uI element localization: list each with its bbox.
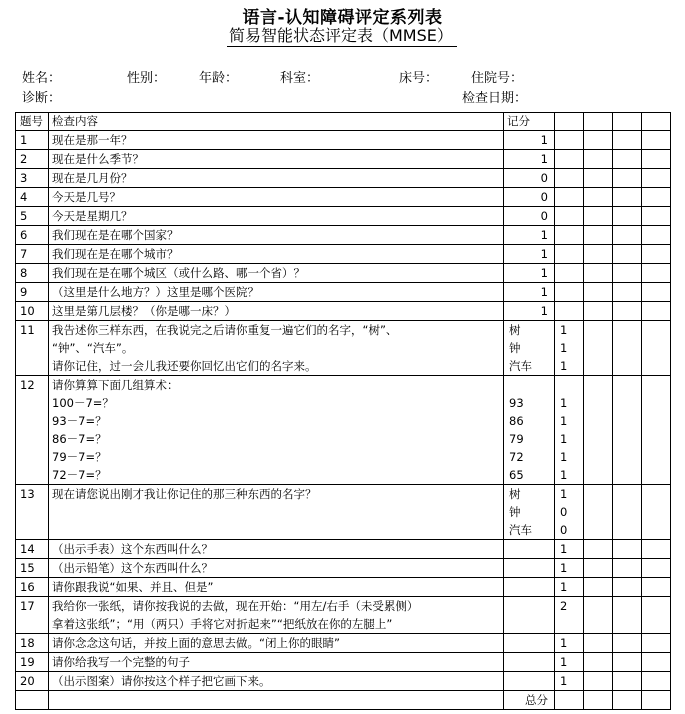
empty-cell xyxy=(613,597,642,634)
content-line: 79－7=？ xyxy=(52,450,107,464)
empty-cell xyxy=(642,376,671,485)
empty-cell xyxy=(642,559,671,578)
row-score: 2 xyxy=(555,597,584,634)
gender-label: 性别： xyxy=(127,71,167,86)
answer-scores xyxy=(555,321,584,376)
empty-cell xyxy=(584,188,613,207)
empty-cell xyxy=(584,245,613,264)
table-row xyxy=(16,540,671,559)
empty-cell xyxy=(584,559,613,578)
name-label: 姓名： xyxy=(22,71,62,86)
empty-cell xyxy=(613,559,642,578)
table-row xyxy=(16,376,671,485)
row-num: 20 xyxy=(16,672,49,691)
empty-cell xyxy=(642,131,671,150)
empty-cell xyxy=(613,302,642,321)
content-line: 请你跟我说“如果、并且、但是” xyxy=(52,580,214,594)
answer-score: 1 xyxy=(560,487,568,501)
row-num: 11 xyxy=(16,321,49,376)
empty-cell xyxy=(555,283,584,302)
answer-score: 1 xyxy=(560,432,568,446)
empty-cell xyxy=(613,485,642,540)
header-content: 检查内容 xyxy=(49,113,504,131)
content-line: 请你念念这句话，并按上面的意思去做。“闭上你的眼睛” xyxy=(52,636,340,650)
row-score: 1 xyxy=(555,559,584,578)
row-score: 1 xyxy=(555,672,584,691)
empty-cell xyxy=(584,131,613,150)
empty-cell xyxy=(584,302,613,321)
empty-cell xyxy=(613,634,642,653)
empty-cell xyxy=(584,264,613,283)
empty-cell xyxy=(555,169,584,188)
empty-cell xyxy=(613,113,642,131)
row-content xyxy=(49,559,504,578)
answer-items xyxy=(504,376,555,485)
row-num: 9 xyxy=(16,283,49,302)
row-num: 18 xyxy=(16,634,49,653)
content-line: “钟”、“汽车”。 xyxy=(52,341,134,355)
empty-cell xyxy=(613,188,642,207)
row-content: 这里是第几层楼？（你是哪一床？） xyxy=(49,302,504,321)
empty-cell xyxy=(642,150,671,169)
answer-items xyxy=(504,321,555,376)
content-line: 我给你一张纸，请你按我说的去做，现在开始：“用左/右手（未受累侧） xyxy=(52,599,419,613)
empty-cell xyxy=(584,597,613,634)
empty-cell xyxy=(555,302,584,321)
empty-cell xyxy=(555,264,584,283)
empty-cell xyxy=(584,578,613,597)
table-row xyxy=(16,207,671,226)
table-header xyxy=(16,113,671,131)
row-num: 4 xyxy=(16,188,49,207)
row-score: 1 xyxy=(504,245,555,264)
empty-cell xyxy=(555,691,584,710)
empty-cell xyxy=(555,188,584,207)
row-score: 1 xyxy=(504,131,555,150)
content-line: （出示铅笔）这个东西叫什么？ xyxy=(52,561,213,575)
table-row xyxy=(16,245,671,264)
answer-score: 1 xyxy=(560,450,568,464)
empty-cell xyxy=(613,540,642,559)
empty-cell xyxy=(555,113,584,131)
row-content: （这里是什么地方？）这里是哪个医院？ xyxy=(49,283,504,302)
row-content xyxy=(49,540,504,559)
row-num: 13 xyxy=(16,485,49,540)
row-num: 7 xyxy=(16,245,49,264)
answer-score: 0 xyxy=(560,523,568,537)
empty-cell xyxy=(504,653,555,672)
answer-score: 1 xyxy=(560,396,568,410)
answer-item: 93 xyxy=(509,396,524,410)
row-content: 现在是什么季节？ xyxy=(49,150,504,169)
row-num: 16 xyxy=(16,578,49,597)
table-row xyxy=(16,226,671,245)
empty-cell xyxy=(16,691,49,710)
empty-cell xyxy=(584,653,613,672)
table-row xyxy=(16,169,671,188)
empty-cell xyxy=(584,150,613,169)
answer-scores xyxy=(555,376,584,485)
empty-cell xyxy=(642,283,671,302)
row-num: 6 xyxy=(16,226,49,245)
row-score: 1 xyxy=(504,302,555,321)
row-score: 0 xyxy=(504,169,555,188)
empty-cell xyxy=(613,150,642,169)
row-num: 12 xyxy=(16,376,49,485)
row-num: 2 xyxy=(16,150,49,169)
bed-label: 床号： xyxy=(399,71,439,86)
empty-cell xyxy=(642,672,671,691)
empty-cell xyxy=(613,169,642,188)
row-content: 我们现在是在哪个国家？ xyxy=(49,226,504,245)
empty-cell xyxy=(504,559,555,578)
row-num: 1 xyxy=(16,131,49,150)
empty-cell xyxy=(584,691,613,710)
table-row xyxy=(16,578,671,597)
content-line: 72－7=？ xyxy=(52,468,107,482)
empty-cell xyxy=(642,540,671,559)
answer-item: 72 xyxy=(509,450,524,464)
answer-item: 汽车 xyxy=(509,359,532,373)
answer-item: 86 xyxy=(509,414,524,428)
answer-item: 79 xyxy=(509,432,524,446)
empty-cell xyxy=(584,540,613,559)
empty-cell xyxy=(584,376,613,485)
empty-cell xyxy=(504,578,555,597)
row-num: 10 xyxy=(16,302,49,321)
table-row xyxy=(16,559,671,578)
empty-cell xyxy=(613,264,642,283)
empty-cell xyxy=(613,672,642,691)
empty-cell xyxy=(613,691,642,710)
table-row xyxy=(16,485,671,540)
table-row xyxy=(16,131,671,150)
row-content xyxy=(49,485,504,540)
empty-cell xyxy=(642,321,671,376)
row-score: 1 xyxy=(555,540,584,559)
row-score: 1 xyxy=(555,634,584,653)
empty-cell xyxy=(555,245,584,264)
dept-label: 科室： xyxy=(280,71,320,86)
row-num: 5 xyxy=(16,207,49,226)
empty-cell xyxy=(504,634,555,653)
empty-cell xyxy=(642,485,671,540)
row-content xyxy=(49,578,504,597)
row-content: 今天是几号？ xyxy=(49,188,504,207)
row-content: 现在是几月份？ xyxy=(49,169,504,188)
row-num: 8 xyxy=(16,264,49,283)
empty-cell xyxy=(642,226,671,245)
row-content xyxy=(49,376,504,485)
row-content: 今天是星期几？ xyxy=(49,207,504,226)
empty-cell xyxy=(504,672,555,691)
empty-cell xyxy=(584,672,613,691)
content-line: 现在请您说出刚才我让你记住的那三种东西的名字？ xyxy=(52,487,317,501)
content-line: 请你记住，过一会儿我还要你回忆出它们的名字来。 xyxy=(52,359,317,373)
content-line: （出示手表）这个东西叫什么？ xyxy=(52,542,213,556)
empty-cell xyxy=(642,264,671,283)
empty-cell xyxy=(613,245,642,264)
empty-cell xyxy=(613,131,642,150)
row-num: 3 xyxy=(16,169,49,188)
empty-cell xyxy=(584,485,613,540)
row-score: 0 xyxy=(504,188,555,207)
table-row xyxy=(16,283,671,302)
content-line: 100－7=？ xyxy=(52,396,114,410)
row-num: 17 xyxy=(16,597,49,634)
empty-cell xyxy=(613,321,642,376)
row-content xyxy=(49,672,504,691)
table-row xyxy=(16,150,671,169)
empty-cell xyxy=(584,321,613,376)
row-num: 14 xyxy=(16,540,49,559)
row-score: 1 xyxy=(504,150,555,169)
row-num: 19 xyxy=(16,653,49,672)
mmse-table xyxy=(15,112,671,710)
empty-cell xyxy=(613,226,642,245)
empty-cell xyxy=(613,578,642,597)
empty-cell xyxy=(584,283,613,302)
table-row xyxy=(16,634,671,653)
row-content xyxy=(49,321,504,376)
empty-cell xyxy=(642,169,671,188)
table-row xyxy=(16,188,671,207)
answer-item: 钟 xyxy=(509,505,521,519)
row-content xyxy=(49,597,504,634)
answer-score: 1 xyxy=(560,359,568,373)
content-line: 请你给我写一个完整的句子 xyxy=(52,655,190,669)
empty-cell xyxy=(642,188,671,207)
empty-cell xyxy=(613,653,642,672)
empty-cell xyxy=(584,113,613,131)
empty-cell xyxy=(642,634,671,653)
answer-scores xyxy=(555,485,584,540)
row-score: 1 xyxy=(504,226,555,245)
total-row xyxy=(16,691,671,710)
content-line: 93－7=？ xyxy=(52,414,107,428)
answer-items xyxy=(504,485,555,540)
row-content xyxy=(49,634,504,653)
table-row xyxy=(16,321,671,376)
empty-cell xyxy=(613,376,642,485)
exam-date-label: 检查日期： xyxy=(462,91,528,106)
content-line: 我告述你三样东西，在我说完之后请你重复一遍它们的名字，“树”、 xyxy=(52,323,398,337)
empty-cell xyxy=(584,634,613,653)
hospital-no-label: 住院号： xyxy=(471,71,524,86)
header-num: 题号 xyxy=(16,113,49,131)
empty-cell xyxy=(642,302,671,321)
row-num: 15 xyxy=(16,559,49,578)
answer-item: 树 xyxy=(509,323,521,337)
header-score: 记分 xyxy=(504,113,555,131)
empty-cell xyxy=(613,207,642,226)
answer-item: 65 xyxy=(509,468,524,482)
empty-cell xyxy=(642,578,671,597)
empty-cell xyxy=(642,597,671,634)
table-row xyxy=(16,653,671,672)
answer-score: 1 xyxy=(560,341,568,355)
empty-cell xyxy=(613,283,642,302)
row-content xyxy=(49,653,504,672)
content-line: 请你算算下面几组算术： xyxy=(52,378,179,392)
answer-score: 1 xyxy=(560,414,568,428)
empty-cell xyxy=(584,169,613,188)
empty-cell xyxy=(584,226,613,245)
row-score: 1 xyxy=(555,653,584,672)
page-subtitle: 简易智能状态评定表（MMSE） xyxy=(227,26,457,47)
content-line: 拿着这张纸”；“用（两只）手将它对折起来”“把纸放在你的左腿上” xyxy=(52,617,393,631)
row-score: 0 xyxy=(504,207,555,226)
answer-item: 汽车 xyxy=(509,523,532,537)
empty-cell xyxy=(584,207,613,226)
empty-cell xyxy=(555,207,584,226)
empty-cell xyxy=(642,113,671,131)
total-label: 总分 xyxy=(504,691,555,710)
answer-score: 0 xyxy=(560,505,568,519)
empty-cell xyxy=(555,150,584,169)
age-label: 年龄： xyxy=(199,71,239,86)
table-row xyxy=(16,672,671,691)
content-line: 86－7=？ xyxy=(52,432,107,446)
answer-score: 1 xyxy=(560,468,568,482)
row-score: 1 xyxy=(504,264,555,283)
empty-cell xyxy=(555,226,584,245)
row-content: 我们现在是在哪个城市？ xyxy=(49,245,504,264)
table-row xyxy=(16,597,671,634)
table-row xyxy=(16,302,671,321)
empty-cell xyxy=(49,691,504,710)
row-score: 1 xyxy=(504,283,555,302)
answer-score: 1 xyxy=(560,323,568,337)
diagnosis-label: 诊断： xyxy=(22,91,62,106)
answer-item: 钟 xyxy=(509,341,521,355)
empty-cell xyxy=(642,245,671,264)
empty-cell xyxy=(504,597,555,634)
content-line: （出示图案）请你按这个样子把它画下来。 xyxy=(52,674,271,688)
empty-cell xyxy=(504,540,555,559)
row-content: 现在是那一年？ xyxy=(49,131,504,150)
page-title: 语言-认知障碍评定系列表 xyxy=(242,8,443,28)
empty-cell xyxy=(642,207,671,226)
row-content: 我们现在是在哪个城区（或什么路、哪一个省）？ xyxy=(49,264,504,283)
table-row xyxy=(16,264,671,283)
empty-cell xyxy=(642,691,671,710)
empty-cell xyxy=(555,131,584,150)
answer-item: 树 xyxy=(509,487,521,501)
row-score: 1 xyxy=(555,578,584,597)
empty-cell xyxy=(642,653,671,672)
